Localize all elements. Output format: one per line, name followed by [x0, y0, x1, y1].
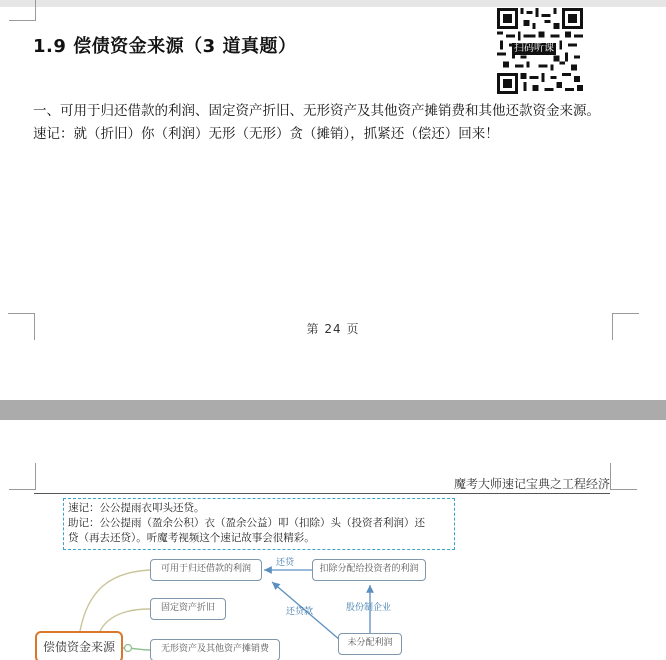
page-top-band: [0, 0, 666, 7]
node-intangible-amortization: 无形资产及其他资产摊销费: [150, 639, 280, 660]
mindmap-root-node: 偿债资金来源: [35, 631, 123, 660]
edge-label-repay: 还贷: [276, 558, 295, 568]
mindmap-connectors: [0, 420, 666, 660]
body-paragraph-1: 一、可用于归还借款的利润、固定资产折旧、无形资产及其他资产摊销费和其他还款资金来源。: [33, 103, 600, 119]
page-gap: [0, 400, 666, 420]
qr-caption: 扫码听课: [514, 43, 554, 54]
mnemonic-line-2: 助记：公公提雨（盈余公积）衣（盈余公益）叩（扣除）头（投资者利润）还: [68, 517, 425, 529]
section-heading: 1.9 偿债资金来源（3 道真题）: [33, 36, 297, 57]
node-investor-profit: 扣除分配给投资者的利润: [312, 559, 426, 581]
page-number: 第 24 页: [306, 322, 360, 336]
running-header: 魔考大师速记宝典之工程经济: [453, 477, 610, 491]
node-fixed-asset-depreciation: 固定资产折旧: [150, 598, 226, 620]
node-undistributed-profit: 未分配利润: [338, 633, 402, 655]
mnemonic-line-3: 贷（再去还贷）。听魔考视频这个速记故事会很精彩。: [68, 532, 315, 544]
mnemonic-line-1: 速记：公公提雨衣叩头还贷。: [68, 502, 205, 514]
edge-label-joint-stock: 股份制企业: [346, 603, 392, 613]
body-paragraph-2: 速记：就（折旧）你（利润）无形（无形）贪（摊销），抓紧还（偿还）回来！: [33, 126, 499, 142]
crop-mark-top-left: [9, 0, 36, 21]
node-repayable-profit: 可用于归还借款的利润: [150, 559, 262, 581]
edge-label-repay-loan: 还贷款: [286, 607, 314, 617]
document-page-25: [0, 420, 666, 660]
